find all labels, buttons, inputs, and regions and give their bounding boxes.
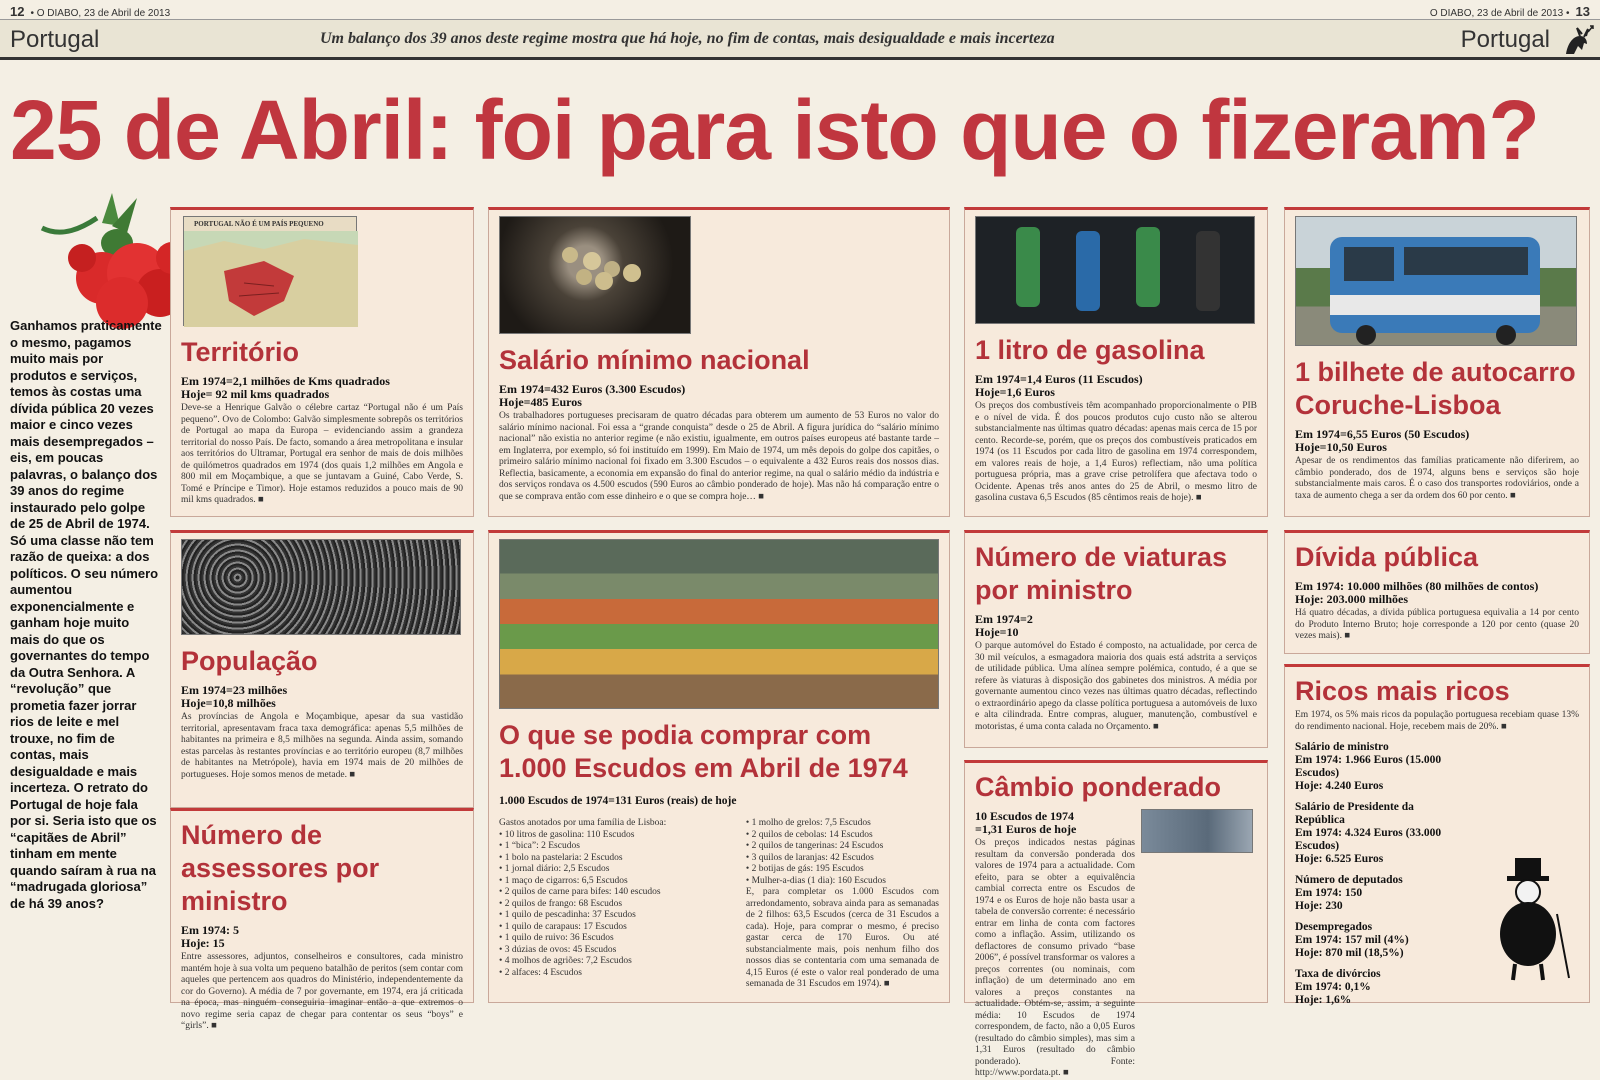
box-populacao	[170, 530, 474, 808]
lede-text: Ganhamos praticamente o mesmo, pagamos muito mais por produtos e serviços, temos às costas uma dívida pública 20 vezes maior e cinco vezes mais desempregados – eis, em poucas palavras, o balanço dos 39 anos do regime instaurado pelo golpe de 25 de Abril de 1974. Só uma classe não tem razão de queixa: a dos políticos. O seu número aumentou exponencialmente e ganham hoje muito mais do que os governantes do tempo da Outra Senhora. A “revolução” que prometia fazer jorrar rios de leite e mel trouxe, no fim de contas, mais desigualdade e mais incerteza. O retrato do Portugal de hoje fala por si. Seria isto que os “capitães de Abril” tinham em mente quando saíram à rua na “madrugada gloriosa” de há 39 anos?	[10, 318, 162, 911]
list-item: • 3 quilos de laranjas: 42 Escudos	[745, 852, 874, 863]
salario-stat-1974: Em 1974=432 Euros (3.300 Escudos)	[499, 382, 686, 396]
ricos-stat-line: Em 1974: 1.966 Euros (15.000 Escudos)	[1295, 754, 1442, 779]
coins-hand-photo	[499, 216, 691, 334]
ricos-stat-line: Em 1974: 150	[1295, 887, 1363, 899]
bus-photo	[1295, 216, 1577, 346]
comprar-title: O que se podia comprar com 1.000 Escudos em Abril de 1974	[499, 720, 908, 783]
list-item: • 4 molhos de agriões: 7,2 Escudos	[499, 956, 632, 966]
populacao-title: População	[181, 646, 318, 676]
list-item: • 2 alfaces: 4 Escudos	[499, 967, 582, 978]
box-bilhete	[1284, 207, 1590, 517]
list-item: • 1 bolo na pastelaria: 2 Escudos	[499, 852, 623, 863]
box-ricos	[1284, 664, 1590, 1006]
ricos-stat-group	[1295, 741, 1465, 793]
ricos-stat-line: Hoje: 230	[1295, 900, 1343, 912]
ricos-text: Em 1974, os 5% mais ricos da população portuguesa recebiam quase 13% do rendimento nacional. Hoje, recebem mais de 20%. ■	[1295, 710, 1579, 732]
assessores-stat-hoje: Hoje: 15	[181, 936, 225, 950]
list-item: • 10 litros de gasolina: 110 Escudos	[499, 829, 635, 840]
ricos-stat-line: Hoje: 870 mil (18,5%)	[1295, 947, 1404, 959]
ricos-stat-line: Hoje: 6.525 Euros	[1295, 853, 1384, 865]
divida-title: Dívida pública	[1295, 542, 1479, 572]
ricos-stat-line: Em 1974: 4.324 Euros (33.000 Escudos)	[1295, 827, 1442, 852]
map-title: PORTUGAL NÃO É UM PAÍS PEQUENO	[194, 220, 324, 228]
fat-capitalist-cartoon-icon	[1485, 854, 1575, 984]
bilhete-stat-1974: Em 1974=6,55 Euros (50 Escudos)	[1295, 427, 1470, 441]
ricos-stat-line: Salário de Presidente da República	[1295, 801, 1414, 826]
section-label-left: Portugal	[10, 26, 100, 53]
viaturas-stat-hoje: Hoje=10	[975, 625, 1019, 639]
bilhete-stat-hoje: Hoje=10,50 Euros	[1295, 440, 1387, 454]
box-divida	[1284, 530, 1590, 654]
list-item: • 2 quilos de cebolas: 14 Escudos	[745, 829, 873, 840]
salario-stat-hoje: Hoje=485 Euros	[499, 395, 582, 409]
viaturas-text: O parque automóvel do Estado é composto, na actualidade, por cerca de 30 mil veículos, a esmagadora maioria dos quais está adstrita a serviços de utilidade pública. Uma alínea sempre polémica, contudo, é a que se refere às viaturas à disposição dos gabinetes dos ministros. A média por governante aumentou cinco vezes nas últimas quatro décadas, reflectindo o extraordinário apego da classe política portuguesa a automóveis de luxo e alta cilindrada. Entre compras, aluguer, manutenção, combustível e motoristas, é uma conta calada no Orçamento. ■	[975, 641, 1257, 732]
crowd-photo	[181, 539, 461, 635]
comprar-stat: 1.000 Escudos de 1974=131 Euros (reais) de hoje	[499, 795, 737, 807]
list-item: • 1 maço de cigarros: 6,5 Escudos	[499, 875, 628, 886]
ricos-stat-group	[1295, 968, 1465, 1007]
box-cambio	[964, 760, 1268, 1078]
viaturas-title: Número de viaturas por ministro	[975, 542, 1228, 605]
box-comprar	[488, 530, 950, 1003]
gasolina-stat-1974: Em 1974=1,4 Euros (11 Escudos)	[975, 372, 1143, 386]
devil-logo-icon	[1560, 24, 1594, 58]
salario-text: Os trabalhadores portugueses precisaram de quatro décadas para obterem um aumento de 53 Euros no valor do salário mínimo nacional. Foi essa a “grande conquista” desde o 25 de Abril. A figura jurídica do “salário mínimo nacional” não existia no anterior regime (e não existiu, igualmente, em outros países europeus até bastante tarde – em Inglaterra, por exemplo, só foi instituído em 1999). Em Maio de 1974, um mês depois do golpe dos capitães, o primeiro salário mínimo nacional foi fixado em 3.300 Escudos – o equivalente a 432 Euros reais dos nossos dias. Reflectia, basicamente, a economia em expansão do final do anterior regime, na qual o salário médio da indústria e dos serviços rondava os 4.500 escudos (590 Euros ao câmbio ponderado de hoje). Mas não há comparação entre o que se comprava então com esse dinheiro e o que se compra hoje… ■	[499, 411, 939, 502]
ricos-stat-line: Em 1974: 157 mil (4%)	[1295, 934, 1409, 946]
territorio-text: Deve-se a Henrique Galvão o célebre cartaz “Portugal não é um País pequeno”. Ovo de Colombo: Galvão simplesmente sobrepôs os territórios de Portugal ao mapa da Europa – evidenciando assim a grandeza territorial do nosso País. De facto, somando a área metropolitana e insular aos territórios do Ultramar, Portugal era senhor de mais de dois milhões de quilómetros quadrados em 1974 (dos quais 1,2 milhões em Angola e 800 mil em Moçambique, a que se juntavam a Guiné, Cabo Verde, S. Tomé e Príncipe e Timor). Hoje estamos reduzidos a pouco mais de 90 mil kms quadrados. ■	[181, 403, 463, 505]
map-image	[183, 216, 357, 326]
territorio-stat-hoje: Hoje= 92 mil kms quadrados	[181, 387, 330, 401]
list-item: • 1 quilo de ruivo: 36 Escudos	[499, 933, 614, 943]
list-item: • 2 quilos de carne para bifes: 140 escudos	[499, 887, 661, 897]
gasolina-text: Os preços dos combustíveis têm acompanhado proporcionalmente o PIB e o nível de vida. É dos poucos produtos cujo custo não se alterou substancialmente nas últimas quatro décadas: apenas mais cerca de 15 por cento. Recorde-se, porém, que os preços dos combustíveis praticados em 1974 (os 11 Escudos por cada litro de gasolina em 1974 correspondem, em valores reais de hoje, a 1,4 Euros) reflectiam, não uma política portuguesa própria, mas a grave crise petrolífera que afectava todo o Ocidente. Apenas três anos antes do 25 de Abril, o mesmo litro de gasolina custava 6,5 Escudos (85 cêntimos reais de hoje). ■	[975, 401, 1257, 503]
box-viaturas	[964, 530, 1268, 748]
territorio-stat-1974: Em 1974=2,1 milhões de Kms quadrados	[181, 374, 390, 388]
ricos-stat-line: Número de deputados	[1295, 874, 1403, 886]
issue-info-right: O DIABO, 23 de Abril de 2013 •	[1429, 8, 1570, 19]
list-item: • 3 dúzias de ovos: 45 Escudos	[499, 944, 617, 955]
banknote-image	[1141, 809, 1253, 853]
ricos-stat-group	[1295, 921, 1465, 960]
page-number-left: 12	[10, 4, 25, 19]
headline: 25 de Abril: foi para isto que o fizeram?	[10, 83, 1539, 177]
box-salario	[488, 207, 950, 517]
box-gasolina	[964, 207, 1268, 517]
ricos-stat-line: Hoje: 1,6%	[1295, 994, 1352, 1006]
gasolina-stat-hoje: Hoje=1,6 Euros	[975, 385, 1055, 399]
ricos-stat-line: Em 1974: 0,1%	[1295, 981, 1371, 993]
cambio-text: Os preços indicados nestas páginas resultam da conversão ponderada dos valores de 1974 para a actualidade. Com efeito, para se obter a equivalência cambial correcta entre os Escudos de 1974 e os Euros de hoje não basta usar a tabela de conversão corrente: é necessário entrar em linha de conta com factores como a inflação. Assim, utilizando os deflactores de consumo privado “base 2006”, é possível transformar os valores a preços correntes (ou nominais, com inflação) de um determinado ano em valores a preços constantes na actualidade. Obtém-se, assim, a seguinte média: 10 Escudos de 1974 correspondem, de facto, não a 0,05 Euros (resultado do câmbio simples), mas sim a 1,31 Euros (resultado do câmbio ponderado). Fonte: http://www.pordata.pt. ■	[975, 838, 1135, 1078]
list-item: • 2 quilos de tangerinas: 24 Escudos	[745, 841, 884, 851]
box-territorio	[170, 207, 474, 517]
comprar-text: E, para completar os 1.000 Escudos com arredondamento, sobrava ainda para as semanadas de 2 filhos: 63,5 Escudos (cerca de 31 Escudos a cada). Hoje, para comprar o mesmo, é preciso gastar cerca de 170 Euros. Ou até substancialmente mais, pois nenhum filho dos nossos dias se contentaria com uma semanada de 4,15 Euros (é este o valor real ponderado de uma semanada de 31 Escudos em 1974). ■	[745, 887, 939, 989]
ricos-stat-line: Salário de ministro	[1295, 741, 1389, 753]
page-header	[0, 0, 1600, 20]
ricos-stat-line: Hoje: 4.240 Euros	[1295, 780, 1384, 792]
ricos-stat-group	[1295, 801, 1465, 866]
cambio-stat-1: 10 Escudos de 1974	[975, 809, 1075, 823]
territorio-title: Território	[181, 337, 300, 367]
list-item: • Mulher-a-dias (1 dia): 160 Escudos	[745, 875, 886, 886]
salario-title: Salário mínimo nacional	[499, 345, 810, 375]
divida-stat-1974: Em 1974: 10.000 milhões (80 milhões de contos)	[1295, 579, 1539, 593]
viaturas-stat-1974: Em 1974=2	[975, 612, 1033, 626]
section-band	[0, 20, 1600, 60]
divida-stat-hoje: Hoje: 203.000 milhões	[1295, 592, 1408, 606]
populacao-stat-hoje: Hoje=10,8 milhões	[181, 696, 276, 710]
populacao-text: As províncias de Angola e Moçambique, apesar da sua vastidão territorial, apresentavam fraca taxa demográfica: apenas 5,5 milhões de habitantes na primeira e 8,5 milhões na segunda. Ainda assim, somando estas parcelas às restantes províncias e ao território europeu (8,7 milhões de habitantes na Metrópole), havia em 1974 mais de 20 milhões de portugueses. Hoje somos menos de metade. ■	[181, 712, 463, 780]
populacao-stat-1974: Em 1974=23 milhões	[181, 683, 288, 697]
list-item: • 1 jornal diário: 2,5 Escudos	[499, 864, 610, 874]
section-label-right: Portugal	[1460, 26, 1550, 53]
list-item: • 1 molho de grelos: 7,5 Escudos	[745, 818, 871, 828]
assessores-stat-1974: Em 1974: 5	[181, 923, 239, 937]
assessores-title: Número de assessores por ministro	[181, 820, 380, 916]
cambio-title: Câmbio ponderado	[975, 772, 1222, 802]
tagline: Um balanço dos 39 anos deste regime mostra que há hoje, no fim de contas, mais desigualdade e mais incerteza	[320, 30, 1055, 47]
gasolina-title: 1 litro de gasolina	[975, 335, 1205, 365]
list-item: • 2 quilos de frango: 68 Escudos	[499, 898, 623, 909]
shopping-list-1	[499, 830, 734, 980]
box-assessores	[170, 808, 474, 1031]
comprar-intro: Gastos anotados por uma família de Lisboa:	[499, 818, 667, 828]
shopping-list-2	[746, 818, 939, 887]
market-photo	[499, 539, 939, 709]
bilhete-text: Apesar de os rendimentos das famílias praticamente não diferirem, ao câmbio ponderado, dos de 1974, alguns bens e serviços são hoje substancialmente mais caros. É o caso dos transportes rodoviários, onde a taxa de aumento chega a ser da ordem dos 60 por cento. ■	[1295, 456, 1579, 501]
assessores-text: Entre assessores, adjuntos, conselheiros e consultores, cada ministro mantém hoje à sua volta um pequeno batalhão de peritos (sem contar com aqueles que pertencem aos quadros do Ministério, independentemente da cor do Governo). A média de 7 por governante, em 1974, era já criticada na época, mas ninguém conseguiria imaginar então a que extremos o novo regime seria capaz de chegar para contentar os seus “boys” e “girls”. ■	[181, 952, 463, 1031]
bilhete-title: 1 bilhete de autocarro Coruche-Lisboa	[1295, 357, 1576, 420]
list-item: • 1 quilo de pescadinha: 37 Escudos	[499, 910, 636, 920]
list-item: • 2 botijas de gás: 195 Escudos	[745, 864, 864, 874]
ricos-stat-line: Taxa de divórcios	[1295, 968, 1381, 980]
ricos-title: Ricos mais ricos	[1295, 676, 1510, 706]
divida-text: Há quatro décadas, a dívida pública portuguesa equivalia a 14 por cento do Produto Interno Bruto; hoje corresponde a 120 por cento (quase 20 vezes mais). ■	[1295, 608, 1579, 641]
list-item: • 1 quilo de carapaus: 17 Escudos	[499, 921, 627, 932]
cambio-stat-2: =1,31 Euros de hoje	[975, 822, 1077, 836]
issue-info-left: • O DIABO, 23 de Abril de 2013	[30, 8, 171, 19]
page-number-right: 13	[1575, 4, 1590, 19]
list-item: • 1 “bica”: 2 Escudos	[499, 841, 580, 851]
ricos-stat-group	[1295, 874, 1465, 913]
ricos-stat-line: Desempregados	[1295, 921, 1373, 933]
fuel-pumps-photo	[975, 216, 1255, 324]
